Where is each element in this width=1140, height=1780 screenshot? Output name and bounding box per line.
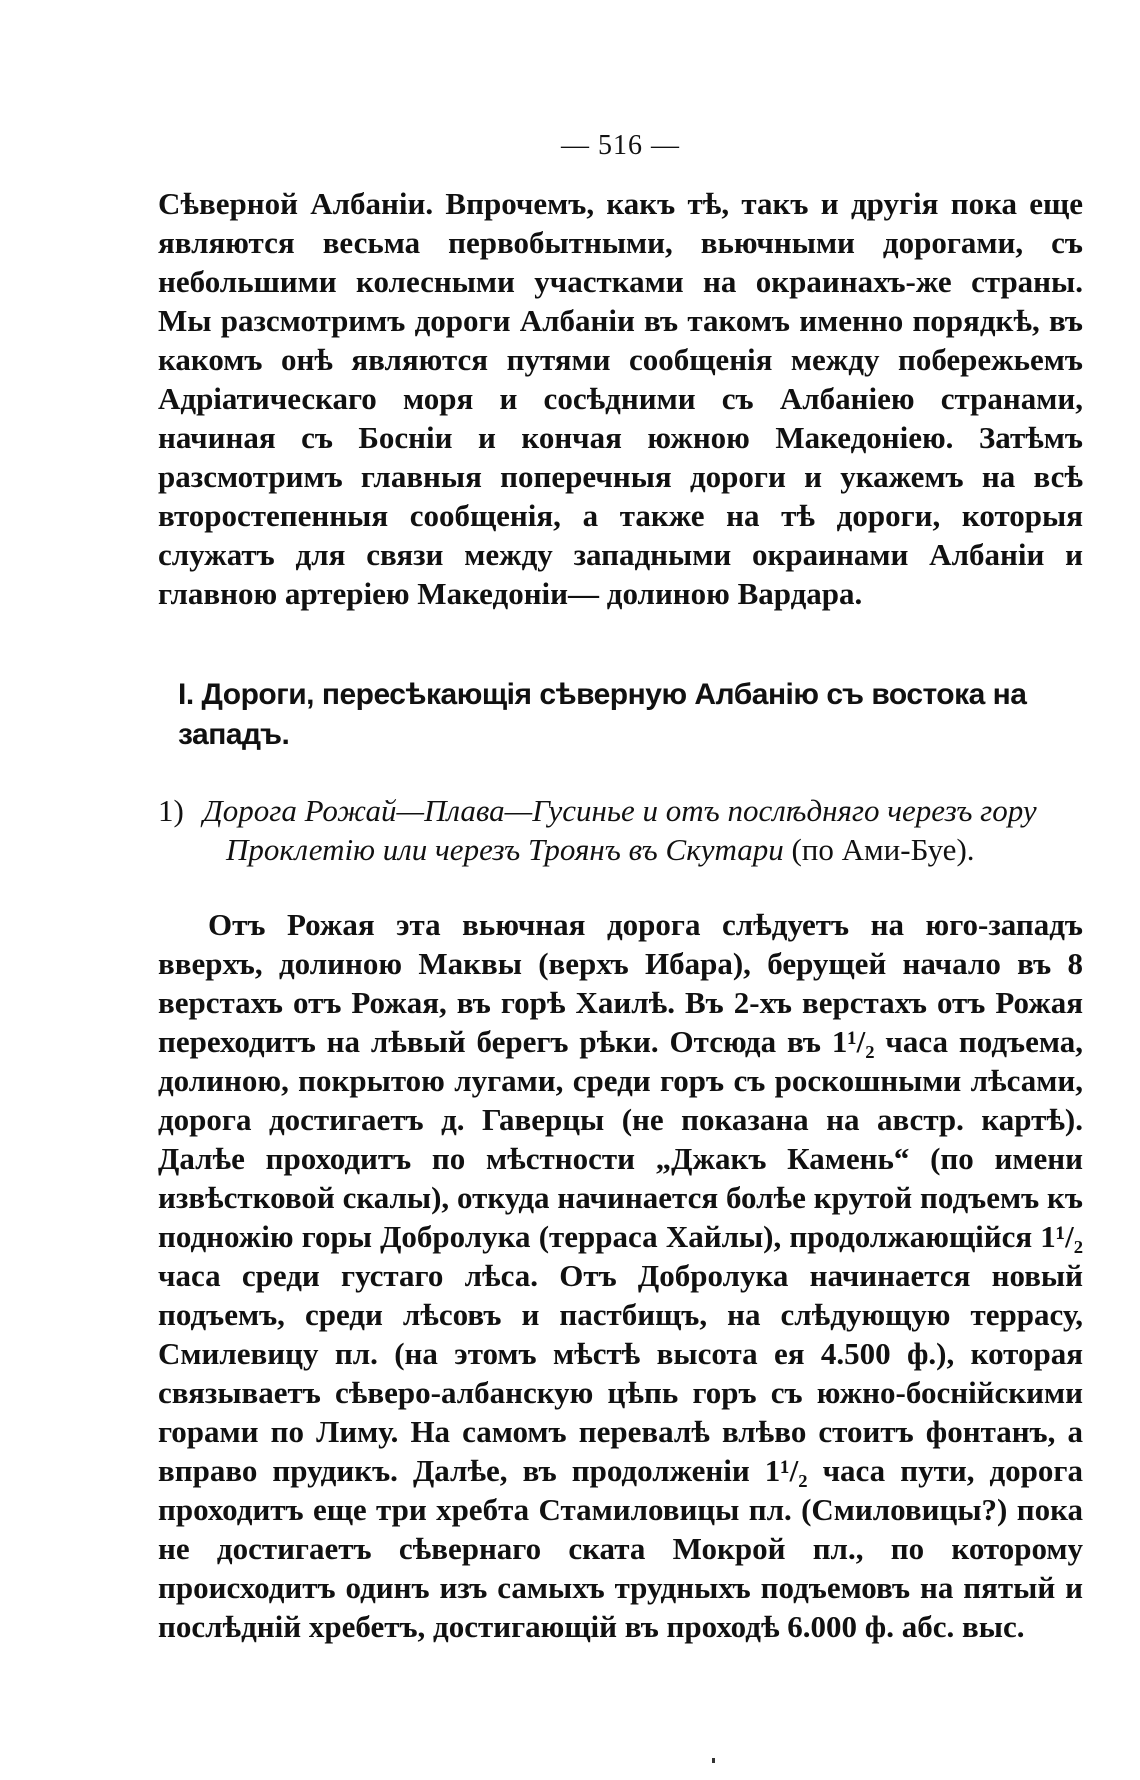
route-title-line2 — [158, 830, 1083, 869]
route-title — [158, 791, 1083, 869]
page-number: — 516 — — [561, 130, 680, 161]
print-speck — [712, 1758, 715, 1763]
document-page — [158, 130, 1083, 1646]
route-title-line2-plain: (по Ами-Буе). — [783, 832, 975, 867]
route-number: 1) — [158, 793, 184, 828]
route-title-line1: Дорога Рожай—Плава—Гусинье и отъ послѣдняго черезъ гору — [203, 793, 1037, 828]
intro-paragraph: Сѣверной Албаніи. Впрочемъ, какъ тѣ, такъ и другія пока еще являются весьма первобытными, вьючными дорогами, съ небольшими колесными участками на окраинахъ-же страны. Мы разсмотримъ дороги Албаніи въ такомъ именно порядкѣ, въ какомъ онѣ являются путями сообщенія между побережьемъ Адріатическаго моря и сосѣдними съ Албаніею странами, начиная съ Босніи и кончая южною Македоніею. Затѣмъ разсмотримъ главныя поперечныя дороги и укажемъ на всѣ второстепенныя сообщенія, а также на тѣ дороги, которыя служатъ для связи между западными окраинами Албаніи и главною артеріею Македоніи— долиною Вардара. — [158, 186, 1083, 611]
route-title-line2-italic: Проклетію или черезъ Троянъ въ Скутари — [226, 832, 784, 867]
section-heading: I. Дороги, пересѣкающія сѣверную Албанію съ востока на западъ. — [178, 678, 1027, 751]
body-paragraph: Отъ Рожая эта вьючная дорога слѣдуетъ на юго-западъ вверхъ, долиною Маквы (верхъ Ибара), берущей начало въ 8 верстахъ отъ Рожая, въ горѣ Хаилѣ. Въ 2-хъ верстахъ отъ Рожая переходитъ на лѣвый берегъ рѣки. Отсюда въ 1¹/₂ часа подъема, долиною, покрытою лугами, среди горъ съ роскошными лѣсами, дорога достигаетъ д. Гаверцы (не показана на австр. картѣ). Далѣе проходитъ по мѣстности „Джакъ Камень“ (по имени извѣстковой скалы), откуда начинается болѣе крутой подъемъ къ подножію горы Добролука (терраса Хайлы), продолжающійся 1¹/₂ часа среди густаго лѣса. Отъ Добролука начинается новый подъемъ, среди лѣсовъ и пастбищъ, на слѣдующую террасу, Смилевицу пл. (на этомъ мѣстѣ высота ея 4.500 ф.), которая связываетъ сѣверо-албанскую цѣпь горъ съ южно-боснійскими горами по Лиму. На самомъ перевалѣ влѣво стоитъ фонтанъ, а вправо прудикъ. Далѣе, въ продолженіи 1¹/₂ часа пути, дорога проходитъ еще три хребта Стамиловицы пл. (Смиловицы?) пока не достигаетъ сѣвернаго ската Мокрой пл., по которому происходитъ одинъ изъ самыхъ трудныхъ подъемовъ на пятый и послѣдній хребетъ, достигающій въ проходѣ 6.000 ф. абс. выс. — [158, 907, 1083, 1644]
